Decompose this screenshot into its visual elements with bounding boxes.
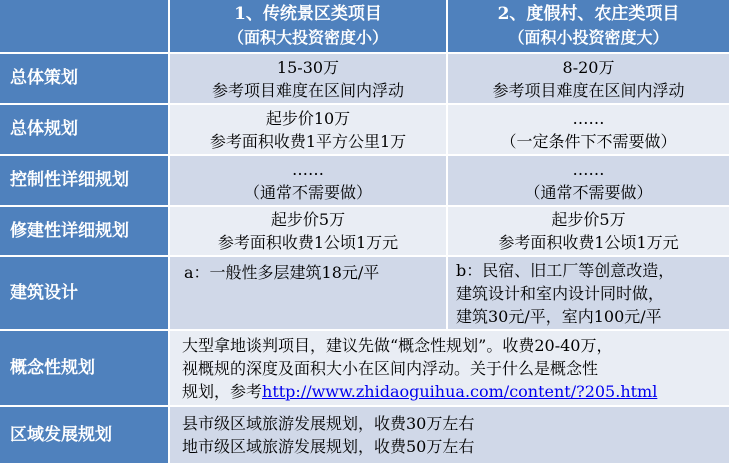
cell-architecture-col2 [448,257,731,331]
row-label-architecture: 建筑设计 [0,257,170,331]
cell-text: 起步价10万 [265,108,351,128]
row-label-construction-detailed: 修建性详细规划 [0,207,170,257]
cell-overall-planning-col2 [448,105,731,156]
header-col2-title: 2、度假村、农庄类项目 [497,4,680,24]
cell-text: （一定条件下不需要做） [500,131,677,151]
cell-text: 起步价5万 [551,210,626,229]
cell-text: 15-30万 [276,57,340,77]
cell-regional [170,407,731,465]
cell-text: 参考项目难度在区间内浮动 [492,80,685,100]
cell-text: 规划，参考 [182,381,263,401]
cell-text: 8-20万 [562,57,615,77]
cell-text: …… [572,108,605,128]
header-traditional-scenic [170,0,448,54]
concept-line3 [182,380,729,403]
cell-architecture-col1 [170,257,448,331]
cell-text: （通常不需要做） [524,182,653,202]
cell-concept [170,331,731,407]
cell-text: 参考面积收费1公顷1万元 [217,233,399,252]
cell-text: 参考面积收费1平方公里1万 [209,131,407,151]
cell-construction-detailed-col1 [170,207,448,257]
header-col2-subtitle: （面积小投资密度大） [508,28,669,47]
cell-text: 地市级区域旅游发展规划，收费50万左右 [182,437,475,456]
row-label-regional: 区域发展规划 [0,407,170,465]
row-label-overall-planning: 总体规划 [0,105,170,156]
cell-text: 建筑30元/平，室内100元/平 [456,306,662,326]
cell-text: …… [572,159,605,179]
cell-text: 建筑设计和室内设计同时做， [456,283,665,303]
cell-text: a：一般性多层建筑18元/平 [184,263,380,282]
cell-text: 参考面积收费1公顷1万元 [498,233,679,252]
cell-overall-strategy-col1 [170,54,448,105]
row-label-concept: 概念性规划 [0,331,170,407]
cell-text: 视概规的深度及面积大小在区间内浮动。关于什么是概念性 [182,358,599,378]
cell-construction-detailed-col2 [448,207,731,257]
row-label-overall-strategy: 总体策划 [0,54,170,105]
row-label-control-detailed: 控制性详细规划 [0,156,170,207]
header-col1-title: 1、传统景区类项目 [234,4,382,24]
cell-text: 大型拿地谈判项目，建议先做“概念性规划”。收费20-40万， [182,335,613,355]
cell-control-detailed-col2 [448,156,731,207]
cell-text: （通常不需要做） [243,182,372,202]
cell-control-detailed-col1 [170,156,448,207]
cell-text: 起步价5万 [270,210,346,229]
cell-text: b：民宿、旧工厂等创意改造， [456,260,675,280]
header-col1-subtitle: （面积大投资密度小） [227,28,388,47]
cell-text: …… [292,159,324,179]
cell-text: 参考项目难度在区间内浮动 [211,80,404,100]
cell-text: 县市级区域旅游发展规划，收费30万左右 [182,414,475,433]
reference-link[interactable]: http://www.zhidaoguihua.com/content/?205.html [262,381,658,401]
header-corner-cell [0,0,170,54]
cell-overall-strategy-col2 [448,54,731,105]
cell-overall-planning-col1 [170,105,448,156]
header-resort-farm [448,0,731,54]
